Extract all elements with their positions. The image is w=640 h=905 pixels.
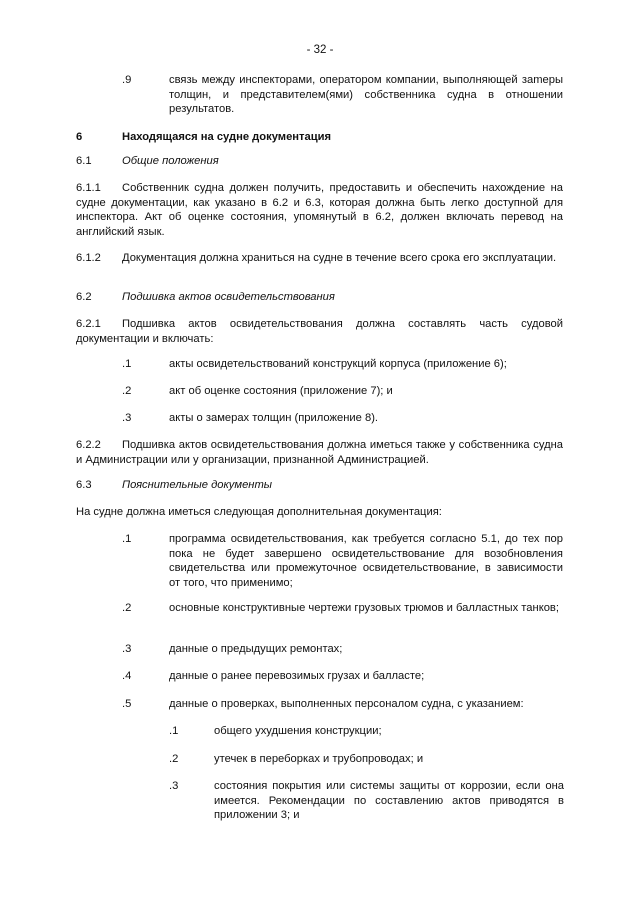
- paragraph-text: Документация должна храниться на судне в течение всего срока его эксплуатации.: [122, 252, 557, 264]
- list-item-number: .2: [122, 602, 132, 614]
- list-item-text: данные о проверках, выполненных персоналом судна, с указанием:: [169, 698, 524, 710]
- list-item-text: акты о замерах толщин (приложение 8).: [169, 412, 379, 424]
- nested-item-number: .3: [169, 780, 179, 792]
- list-item-number: .9: [122, 74, 132, 86]
- list-item-text: данные о предыдущих ремонтах;: [169, 643, 343, 655]
- list-item-text: акт об оценке состояния (приложение 7); и: [169, 385, 393, 397]
- list-item-text: основные конструктивные чертежи грузовых трюмов и балластных танков;: [169, 602, 559, 614]
- subsection-number: 6.3: [76, 479, 92, 491]
- nested-item-number: .2: [169, 753, 179, 765]
- paragraph-number: 6.1.2: [76, 252, 101, 264]
- list-item-number: .1: [122, 533, 132, 545]
- paragraph-text: На судне должна иметься следующая дополнительная документация:: [76, 506, 442, 518]
- subsection-heading: Подшивка актов освидетельствования: [122, 291, 335, 303]
- paragraph-text: Собственник судна должен получить, предоставить и обеспечить нахождение на судне документации, как указано в 6.2 и 6.3, которая должна быть легко доступной для инспектора. Акт об оценке состояния, упомянутый в 6.2, должен включать перевод на английский язык.: [76, 182, 563, 238]
- paragraph-text: Подшивка актов освидетельствования должна составлять часть судовой документации и включать:: [76, 318, 563, 345]
- paragraph-number: 6.2.1: [76, 318, 101, 330]
- section-heading: Находящаяся на судне документация: [122, 131, 332, 143]
- paragraph-number: 6.1.1: [76, 182, 101, 194]
- list-item-text: акты освидетельствований конструкций корпуса (приложение 6);: [169, 358, 507, 370]
- subsection-heading: Общие положения: [122, 155, 219, 167]
- list-item-number: .1: [122, 358, 132, 370]
- subsection-number: 6.2: [76, 291, 92, 303]
- nested-item-text: общего ухудшения конструкции;: [214, 725, 382, 737]
- list-item-number: .3: [122, 412, 132, 424]
- subsection-number: 6.1: [76, 155, 92, 167]
- nested-item-number: .1: [169, 725, 179, 737]
- page-number: - 32 -: [306, 44, 334, 56]
- list-item-number: .3: [122, 643, 132, 655]
- list-item-text: программа освидетельствования, как требуется согласно 5.1, до тех пор пока не будет завершено освидетельствование для возобновления свидетельства или промежуточное освидетельствование, в зависимости от того, что применимо;: [169, 533, 563, 589]
- subsection-heading: Пояснительные документы: [122, 479, 272, 491]
- list-item-text: данные о ранее перевозимых грузах и балласте;: [169, 670, 425, 682]
- section-number: 6: [76, 131, 83, 143]
- nested-item-text: утечек в переборках и трубопроводах; и: [214, 753, 424, 765]
- list-item-text: связь между инспекторами, оператором компании, выполняющей заmеры толщин, и представителем(ями) собственника судна в отношении результатов.: [169, 74, 563, 116]
- list-item-number: .4: [122, 670, 132, 682]
- list-item-number: .5: [122, 698, 132, 710]
- paragraph-number: 6.2.2: [76, 439, 101, 451]
- nested-item-text: состояния покрытия или системы защиты от коррозии, если она имеется. Рекомендации по составлению актов приводятся в приложении 3; и: [214, 780, 564, 822]
- list-item-number: .2: [122, 385, 132, 397]
- paragraph-text: Подшивка актов освидетельствования должна иметься также у собственника судна и Администрации или у организации, признанной Администрацией.: [76, 439, 563, 466]
